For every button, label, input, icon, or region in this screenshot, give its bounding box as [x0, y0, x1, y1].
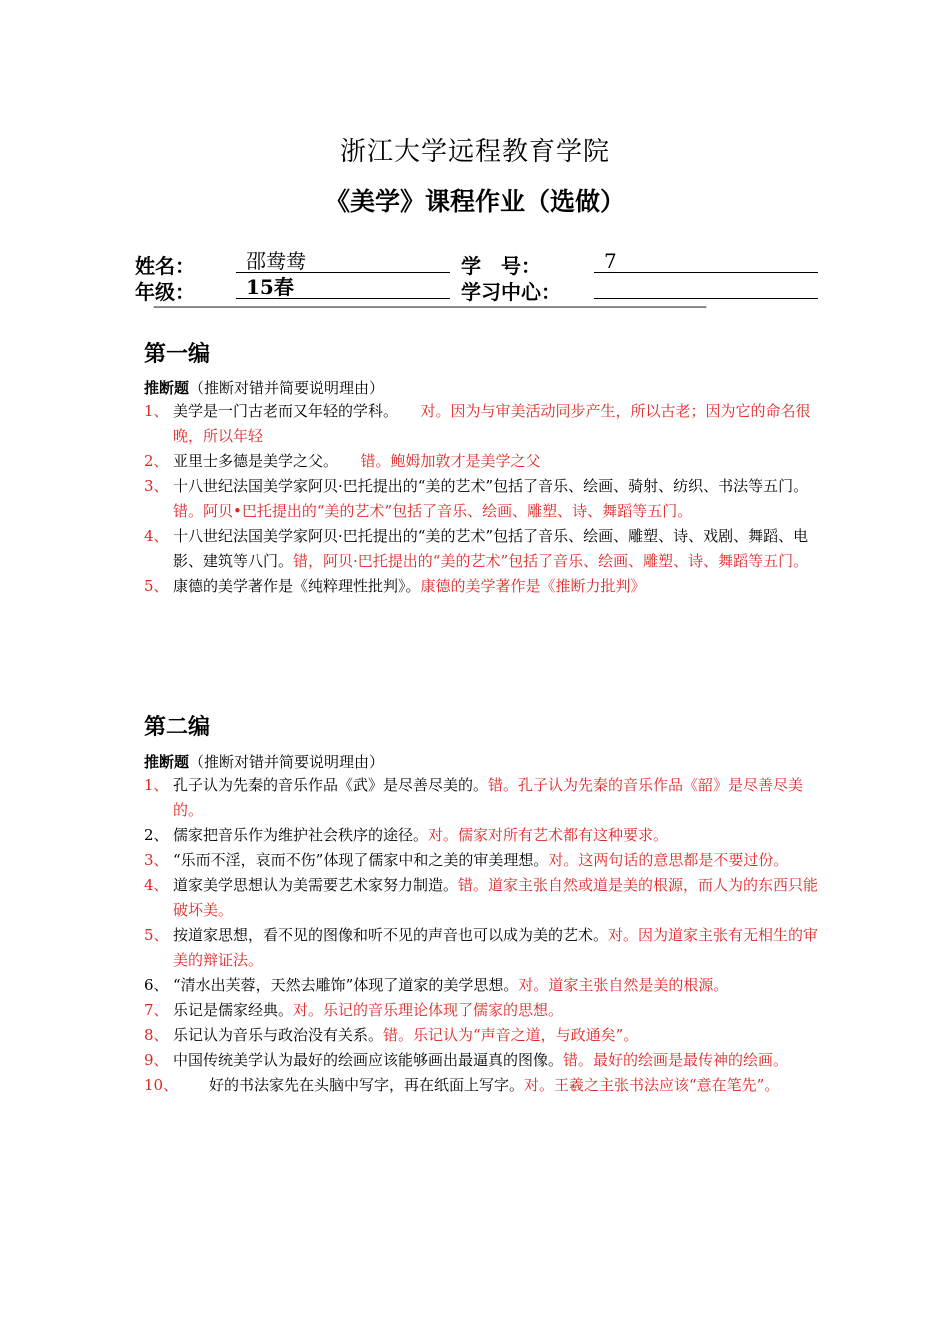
course-title: 《美学》课程作业（选做） [324, 187, 625, 216]
question-type-note: （推断对错并简要说明理由） [189, 753, 385, 771]
grade-field: 15春 [236, 275, 450, 299]
question-type-note: （推断对错并简要说明理由） [189, 379, 385, 397]
item-number: 5、 [144, 926, 169, 944]
question-text: 十八世纪法国美学家阿贝·巴托提出的“美的艺术”包括了音乐、绘画、雕塑、诗、戏剧、舞蹈、电影、建筑等八门。 [173, 527, 809, 570]
page-title: 浙江大学远程教育学院 [339, 137, 610, 167]
question-item [144, 773, 824, 823]
item-number: 8、 [144, 1026, 169, 1044]
answer-text: 错，阿贝·巴托提出的“美的艺术”包括了音乐、绘画、雕塑、诗、舞蹈等五门。 [293, 552, 809, 570]
question-text: “清水出芙蓉，天然去雕饰”体现了道家的美学思想。 [173, 976, 519, 994]
item-number: 10、 [144, 1076, 179, 1094]
name-field: 邵鸯鸯 [236, 249, 450, 273]
student-id-label: 学 号： [461, 254, 541, 278]
question-item [144, 574, 824, 599]
grade-label: 年级： [135, 280, 195, 304]
question-text: 康德的美学著作是《纯粹理性批判》。 [173, 577, 421, 595]
student-id-field: 7 [594, 249, 818, 273]
question-type [144, 377, 384, 398]
question-text: 乐记是儒家经典。 [173, 1001, 294, 1019]
answer-text: 对。儒家对所有艺术都有这种要求。 [428, 826, 669, 844]
question-item [144, 923, 824, 973]
question-list [144, 399, 824, 599]
question-item [144, 1048, 824, 1073]
answer-text: 对。乐记的音乐理论体现了儒家的思想。 [293, 1001, 564, 1019]
item-number: 7、 [144, 1001, 169, 1019]
question-item [144, 848, 824, 873]
question-item [144, 524, 824, 574]
answer-text: 错。鲍姆加敦才是美学之父 [360, 452, 541, 470]
answer-text: 错。阿贝•巴托提出的“美的艺术”包括了音乐、绘画、雕塑、诗、舞蹈等五门。 [173, 502, 693, 520]
item-number: 1、 [144, 776, 169, 794]
question-item [144, 873, 824, 923]
item-number: 2、 [144, 452, 169, 470]
answer-text: 错。最好的绘画是最传神的绘画。 [563, 1051, 789, 1069]
question-text: 乐记认为音乐与政治没有关系。 [173, 1026, 384, 1044]
name-label: 姓名： [135, 254, 195, 278]
question-item [144, 1023, 824, 1048]
item-number: 4、 [144, 527, 169, 545]
question-item [144, 1073, 824, 1098]
item-number: 3、 [144, 477, 169, 495]
study-center-label: 学习中心： [461, 280, 561, 304]
item-number: 3、 [144, 851, 169, 869]
answer-text: 错。乐记认为“声音之道，与政通矣”。 [383, 1026, 639, 1044]
item-number: 4、 [144, 876, 169, 894]
question-item [144, 449, 824, 474]
question-text: 儒家把音乐作为维护社会秩序的途径。 [173, 826, 429, 844]
question-text: 中国传统美学认为最好的绘画应该能够画出最逼真的图像。 [173, 1051, 564, 1069]
question-item [144, 823, 824, 848]
answer-text: 康德的美学著作是《推断力批判》 [420, 577, 646, 595]
item-number: 2、 [144, 826, 169, 844]
question-text: 美学是一门古老而又年轻的学科。 [173, 402, 421, 420]
question-item [144, 399, 824, 449]
answer-text: 对。王羲之主张书法应该“意在笔先”。 [524, 1076, 780, 1094]
study-center-field [594, 275, 818, 299]
answer-text: 对。道家主张自然是美的根源。 [518, 976, 729, 994]
question-text: 孔子认为先秦的音乐作品《武》是尽善尽美的。 [173, 776, 489, 794]
answer-text: 对。因为与审美活动同步产生，所以古老；因为它的命名很晚，所以年轻 [173, 402, 811, 445]
section-title: 第一编 [144, 342, 211, 367]
question-text: 十八世纪法国美学家阿贝·巴托提出的“美的艺术”包括了音乐、绘画、骑射、纺织、书法等五门。 [173, 477, 809, 495]
question-item [144, 998, 824, 1023]
question-text: 亚里士多德是美学之父。 [173, 452, 361, 470]
question-text: “乐而不淫，哀而不伤”体现了儒家中和之美的审美理想。 [173, 851, 549, 869]
divider-line: —————————————————————————————————————————————— [153, 300, 705, 314]
question-list [144, 773, 824, 1098]
question-type-label: 推断题 [144, 753, 190, 771]
question-type [144, 751, 384, 772]
answer-text: 对。这两句话的意思都是不要过份。 [548, 851, 789, 869]
item-number: 9、 [144, 1051, 169, 1069]
item-number: 6、 [144, 976, 169, 994]
question-type-label: 推断题 [144, 379, 190, 397]
question-text: 道家美学思想认为美需要艺术家努力制造。 [173, 876, 459, 894]
section-title: 第二编 [144, 715, 211, 740]
answer-text: 错。孔子认为先秦的音乐作品《韶》是尽善尽美的。 [173, 776, 804, 819]
item-number: 5、 [144, 577, 169, 595]
question-text: 好的书法家先在头脑中写字，再在纸面上写字。 [209, 1076, 525, 1094]
question-item [144, 973, 824, 998]
question-text: 按道家思想，看不见的图像和听不见的声音也可以成为美的艺术。 [173, 926, 609, 944]
item-number: 1、 [144, 402, 169, 420]
question-item [144, 474, 824, 524]
answer-text: 对。因为道家主张有无相生的审美的辩证法。 [173, 926, 819, 969]
answer-text: 错。道家主张自然或道是美的根源，而人为的东西只能破坏美。 [173, 876, 819, 919]
